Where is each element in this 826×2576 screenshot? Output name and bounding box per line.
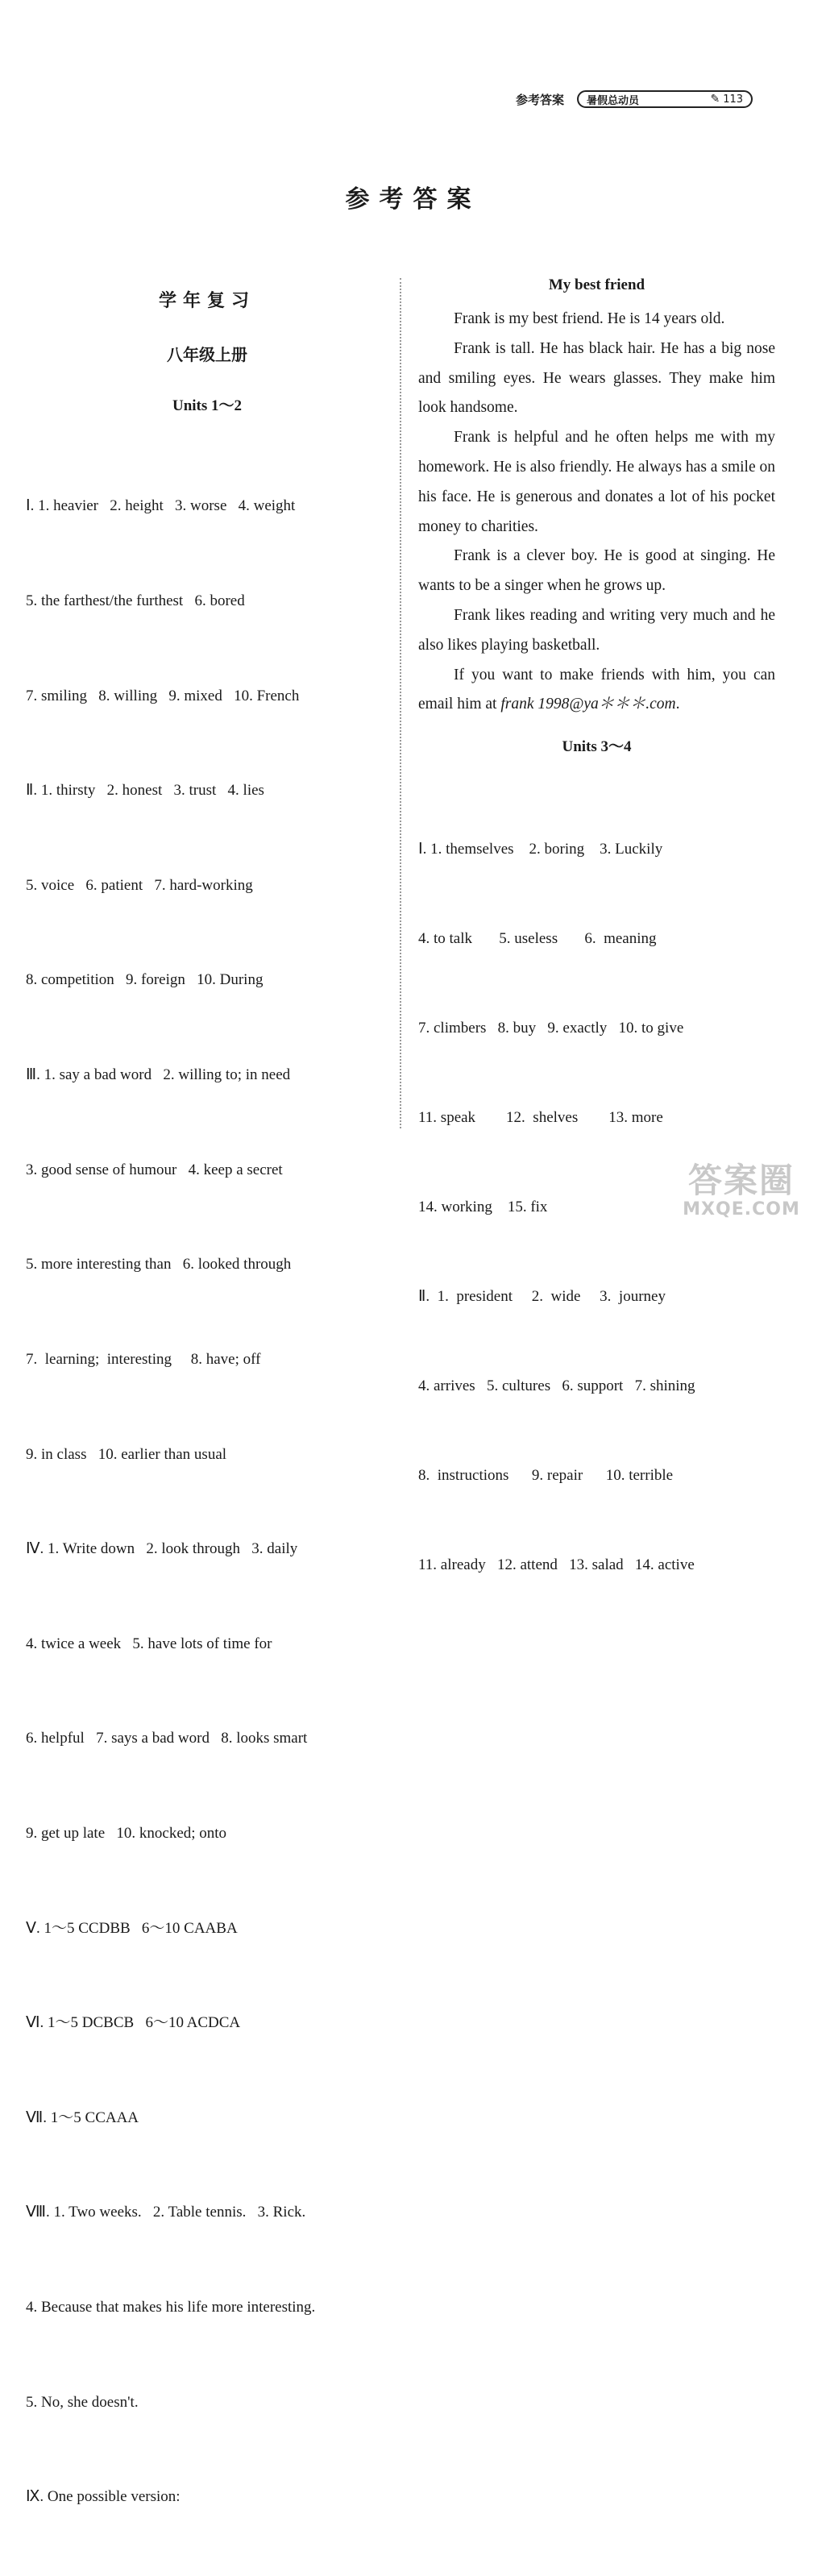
essay-paragraph: Frank is tall. He has black hair. He has a big nose and smiling eyes. He wears glasses. They make him look handsome. [418,339,775,417]
answer-line: 7. learning; interesting 8. have; off [26,1350,261,1368]
answer-line: 6. helpful 7. says a bad word 8. looks smart [26,1730,308,1747]
page-title: 参考答案 [345,185,481,214]
header-section-label: 参考答案 [516,92,565,107]
answer-line: 4. Because that makes his life more interesting. [26,2298,316,2316]
answer-line: 5. voice 6. patient 7. hard-working [26,876,253,894]
answer-line: 11. speak 12. shelves 13. more [418,1109,663,1127]
answer-line: 8. competition 9. foreign 10. During [26,971,264,989]
right-column [418,276,775,1639]
answer-line: 4. twice a week 5. have lots of time for [26,1635,272,1652]
answer-list-units-1-2 [26,427,388,2576]
answer-line: 14. working 15. fix [418,1199,548,1216]
answer-line: 8. instructions 9. repair 10. terrible [418,1467,674,1485]
answer-line: 5. more interesting than 6. looked through [26,1256,292,1273]
answer-line: 9. get up late 10. knocked; onto [26,1824,227,1842]
answer-line: Ⅱ. 1. president 2. wide 3. journey [418,1288,666,1306]
answer-line: Ⅵ. 1～5 DCBCB 6～10 ACDCA [26,2014,241,2032]
answer-line: 7. climbers 8. buy 9. exactly 10. to give [418,1020,684,1037]
answer-line: 11. already 12. attend 13. salad 14. active [418,1556,695,1574]
essay-paragraph: Frank is a clever boy. He is good at singing. He wants to be a singer when he grows up. [418,547,775,595]
header-book-title: 暑假总动员 [587,94,640,107]
watermark-logo [673,1162,810,1227]
answer-line: 5. No, she doesn't. [26,2393,139,2411]
column-divider [400,278,401,1128]
email-address: frank 1998@ya＊＊＊.com [500,696,676,713]
watermark-url: MXQE.COM [683,1199,800,1219]
essay-paragraph: Frank is helpful and he often helps me with my homework. He is also friendly. He always has a smile on his face. He is generous and donates a lot of his pocket money to charities. [418,429,775,535]
review-heading: 学年复习 [158,291,255,311]
answer-line: Ⅷ. 1. Two weeks. 2. Table tennis. 3. Rick. [26,2204,306,2221]
essay-paragraph: Frank likes reading and writing very much and he also likes playing basketball. [418,606,775,654]
answer-line: 4. arrives 5. cultures 6. support 7. shining [418,1377,695,1395]
answer-line: 9. in class 10. earlier than usual [26,1445,227,1463]
header-book-pill [577,90,753,108]
watermark-text: 答案圈 [687,1161,795,1200]
answer-line: Ⅱ. 1. thirsty 2. honest 3. trust 4. lies [26,782,264,800]
answer-line: Ⅴ. 1～5 CCDBB 6～10 CAABA [26,1919,238,1937]
sentence-end: . [675,696,680,713]
running-header [516,90,753,108]
answer-line: 7. smiling 8. willing 9. mixed 10. French [26,687,300,704]
answer-line: 3. good sense of humour 4. keep a secret [26,1161,283,1178]
essay-paragraph-email [418,661,775,721]
essay-paragraph: Frank is my best friend. He is 14 years old. [454,310,725,327]
left-column [26,284,388,2576]
answer-line: Ⅰ. 1. themselves 2. boring 3. Luckily [418,841,663,858]
essay-title: My best friend [548,276,645,293]
mascot-icon: ✎ [710,93,720,106]
answer-line: 5. the farthest/the furthest 6. bored [26,592,245,610]
answer-line: Ⅶ. 1～5 CCAAA [26,2109,139,2126]
units-1-2-heading: Units 1～2 [172,397,243,414]
answer-line: 4. to talk 5. useless 6. meaning [418,930,657,948]
answer-line: Ⅰ. 1. heavier 2. height 3. worse 4. weight [26,497,296,515]
units-3-4-heading: Units 3～4 [562,738,632,756]
grade-heading: 八年级上册 [167,345,247,364]
answer-line: Ⅳ. 1. Write down 2. look through 3. daily [26,1540,298,1558]
email-sentence: If you want to make friends with him, you can email him at [418,666,775,713]
page-number: 113 [723,93,744,106]
answer-line: Ⅲ. 1. say a bad word 2. willing to; in need [26,1066,291,1084]
answer-line: Ⅸ. One possible version: [26,2488,181,2506]
